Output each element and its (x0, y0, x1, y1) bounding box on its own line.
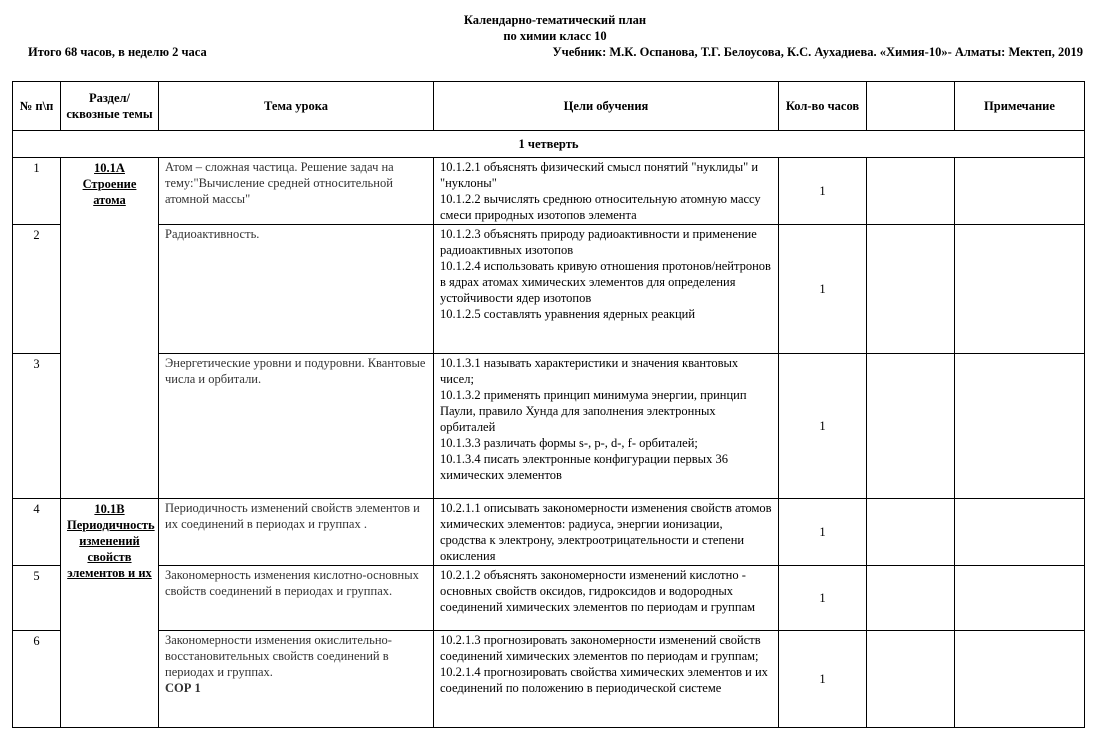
hours-cell: 1 (779, 631, 867, 728)
goal-item: 10.1.2.4 использовать кривую отношения протонов/нейтронов в ядрах атомах химических элементов для определения устойчивости ядер изотопов (440, 259, 771, 305)
plan-subtitle: по химии класс 10 (503, 29, 607, 43)
learning-goals (434, 566, 779, 631)
section-name: Периодичность изменений свойств элементов и их (67, 518, 155, 580)
hours-cell: 1 (779, 158, 867, 225)
thematic-plan-table (12, 81, 1085, 728)
row-number: 3 (13, 354, 61, 499)
note-cell (955, 158, 1085, 225)
goal-item: 10.2.1.4 прогнозировать свойства химических элементов и их соединений по положению в периодической системе (440, 665, 768, 695)
goal-item: 10.1.3.3 различать формы s-, p-, d-, f- орбиталей; (440, 436, 698, 450)
table-row (13, 499, 1085, 566)
note-cell (955, 499, 1085, 566)
note-cell (955, 225, 1085, 354)
hours-cell: 1 (779, 499, 867, 566)
table-row (13, 631, 1085, 728)
extra-cell (867, 225, 955, 354)
section-code: 10.1В (94, 502, 125, 516)
lesson-topic: Радиоактивность. (159, 225, 434, 354)
note-cell (955, 631, 1085, 728)
lesson-topic: Атом – сложная частица. Решение задач на тему:"Вычисление средней относительной атомной массы" (159, 158, 434, 225)
table-row (13, 158, 1085, 225)
lesson-topic (159, 631, 434, 728)
row-number: 1 (13, 158, 61, 225)
note-cell (955, 566, 1085, 631)
goal-item: 10.1.3.4 писать электронные конфигурации первых 36 химических элементов (440, 452, 728, 482)
lesson-topic: Энергетические уровни и подуровни. Квантовые числа и орбитали. (159, 354, 434, 499)
lesson-topic: Закономерность изменения кислотно-основных свойств соединений в периодах и группах. (159, 566, 434, 631)
extra-cell (867, 158, 955, 225)
table-row (13, 566, 1085, 631)
goal-item: 10.1.3.1 называть характеристики и значения квантовых чисел; (440, 356, 739, 386)
section-cell (61, 499, 159, 728)
col-header-num: № п\п (13, 82, 61, 131)
learning-goals (434, 225, 779, 354)
extra-cell (867, 354, 955, 499)
table-row (13, 354, 1085, 499)
learning-goals (434, 354, 779, 499)
learning-goals (434, 631, 779, 728)
quarter-label: 1 четверть (13, 131, 1085, 158)
col-header-section: Раздел/ сквозные темы (61, 82, 159, 131)
extra-cell (867, 631, 955, 728)
col-header-extra (867, 82, 955, 131)
col-header-note: Примечание (955, 82, 1085, 131)
lesson-topic: Периодичность изменений свойств элементов и их соединений в периодах и группах . (159, 499, 434, 566)
note-cell (955, 354, 1085, 499)
table-header-row (13, 82, 1085, 131)
goal-item: 10.1.2.3 объяснять природу радиоактивности и применение радиоактивных изотопов (440, 227, 757, 257)
col-header-topic: Тема урока (159, 82, 434, 131)
textbook-info: Учебник: М.К. Оспанова, Т.Г. Белоусова, К.С. Аухадиева. «Химия-10»- Алматы: Мектеп, 2019 (552, 45, 1083, 59)
hours-cell: 1 (779, 566, 867, 631)
table-row (13, 225, 1085, 354)
goal-item: 10.2.1.2 объяснять закономерности изменений кислотно - основных свойств оксидов, гидроксидов и водородных соединений химических элементов по периодам и группам (440, 568, 756, 614)
goal-item: 10.2.1.3 прогнозировать закономерности изменений свойств соединений химических элементов по периодам и группам; (440, 633, 761, 663)
plan-title: Календарно-тематический план (463, 13, 647, 27)
extra-cell (867, 566, 955, 631)
goal-item: 10.1.2.5 составлять уравнения ядерных реакций (440, 307, 696, 321)
goal-item: 10.1.2.1 объяснять физический смысл понятий "нуклиды" и "нуклоны" (440, 160, 759, 190)
col-header-hours: Кол-во часов (779, 82, 867, 131)
col-header-goals: Цели обучения (434, 82, 779, 131)
goal-item: 10.1.2.2 вычислять среднюю относительную атомную массу смеси природных изотопов элемента (440, 192, 761, 222)
assessment-label: СОР 1 (165, 681, 201, 695)
total-hours: Итого 68 часов, в неделю 2 часа (28, 45, 207, 59)
hours-cell: 1 (779, 225, 867, 354)
learning-goals (434, 158, 779, 225)
section-name: Строение атома (82, 177, 137, 207)
row-number: 6 (13, 631, 61, 728)
section-cell (61, 158, 159, 499)
goal-item: 10.2.1.1 описывать закономерности изменения свойств атомов химических элементов: радиуса, энергии ионизации, сродства к электрону, электроотрицательности и степени окисления (440, 501, 772, 563)
quarter-row (13, 131, 1085, 158)
learning-goals (434, 499, 779, 566)
topic-text: Закономерности изменения окислительно-восстановительных свойств соединений в периодах и группах. (165, 633, 392, 679)
goal-item: 10.1.3.2 применять принцип минимума энергии, принцип Паули, правило Хунда для заполнения электронных орбиталей (440, 388, 747, 434)
extra-cell (867, 499, 955, 566)
row-number: 5 (13, 566, 61, 631)
hours-cell: 1 (779, 354, 867, 499)
section-code: 10.1А (94, 161, 125, 175)
row-number: 2 (13, 225, 61, 354)
row-number: 4 (13, 499, 61, 566)
